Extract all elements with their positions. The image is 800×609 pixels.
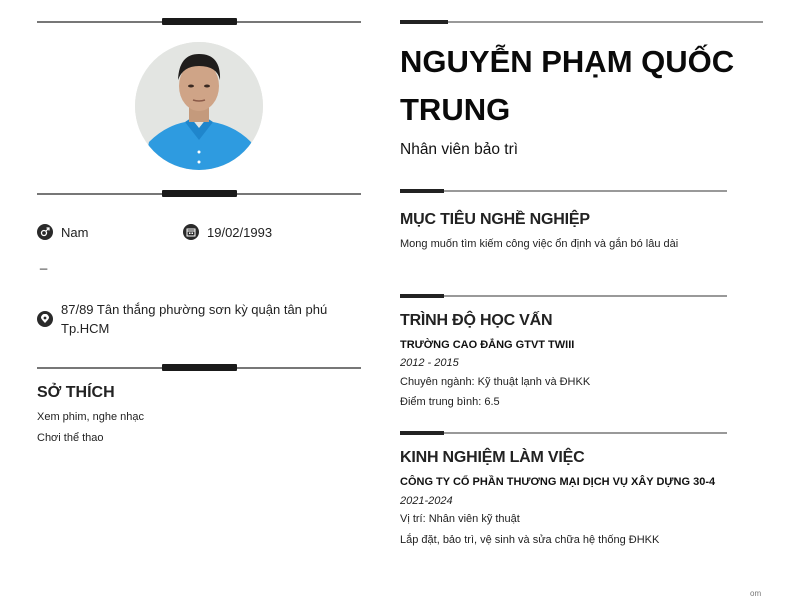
location-pin-icon [37,311,53,327]
objective-text: Mong muốn tìm kiếm công việc ổn định và gắn bó lâu dài [400,238,679,250]
divider-top-left [37,21,361,23]
gender-icon [37,224,53,240]
phone-value: _ [40,255,48,270]
calendar-icon [183,224,199,240]
divider-experience [400,432,727,434]
divider-education [400,295,727,297]
hobby-item: Xem phim, nghe nhạc [37,411,145,423]
birthdate-row [183,224,272,240]
objective-title: MỤC TIÊU NGHỀ NGHIỆP [400,211,590,228]
experience-period: 2021-2024 [400,495,453,507]
candidate-name: NGUYỄN PHẠM QUỐC TRUNG [400,44,735,127]
company-name: CÔNG TY CỔ PHẦN THƯƠNG MẠI DỊCH VỤ XÂY DỰNG 30-4 [400,476,716,488]
divider-objective [400,190,727,192]
education-period: 2012 - 2015 [400,357,459,369]
gender-value: Nam [61,224,89,240]
footer-watermark: om [750,589,762,598]
divider-hobbies-left [37,367,361,369]
divider-info-left [37,193,361,195]
address-row [37,300,337,338]
birthdate-value: 19/02/1993 [207,224,273,240]
person-photo-icon [135,42,263,170]
education-gpa: Điểm trung bình: 6.5 [400,396,500,408]
experience-description: Lắp đặt, bảo trì, vệ sinh và sửa chữa hệ thống ĐHKK [400,534,660,546]
experience-position: Vị trí: Nhân viên kỹ thuật [400,513,520,525]
school-name: TRƯỜNG CAO ĐẲNG GTVT TWIII [400,339,575,351]
divider-top-right [400,21,763,23]
hobbies-title: SỞ THÍCH [37,384,115,401]
experience-title: KINH NGHIỆM LÀM VIỆC [400,449,585,466]
education-title: TRÌNH ĐỘ HỌC VẤN [400,312,553,329]
education-major: Chuyên ngành: Kỹ thuật lạnh và ĐHKK [400,376,591,388]
profile-photo [135,42,263,170]
address-line-1: 87/89 Tân thắng phường sơn kỳ quận tân phú [61,302,328,317]
address-line-2: Tp.HCM [61,321,110,336]
hobby-item: Chơi thể thao [37,432,104,444]
gender-row [37,224,88,240]
job-title: Nhân viên bảo trì [400,141,519,158]
